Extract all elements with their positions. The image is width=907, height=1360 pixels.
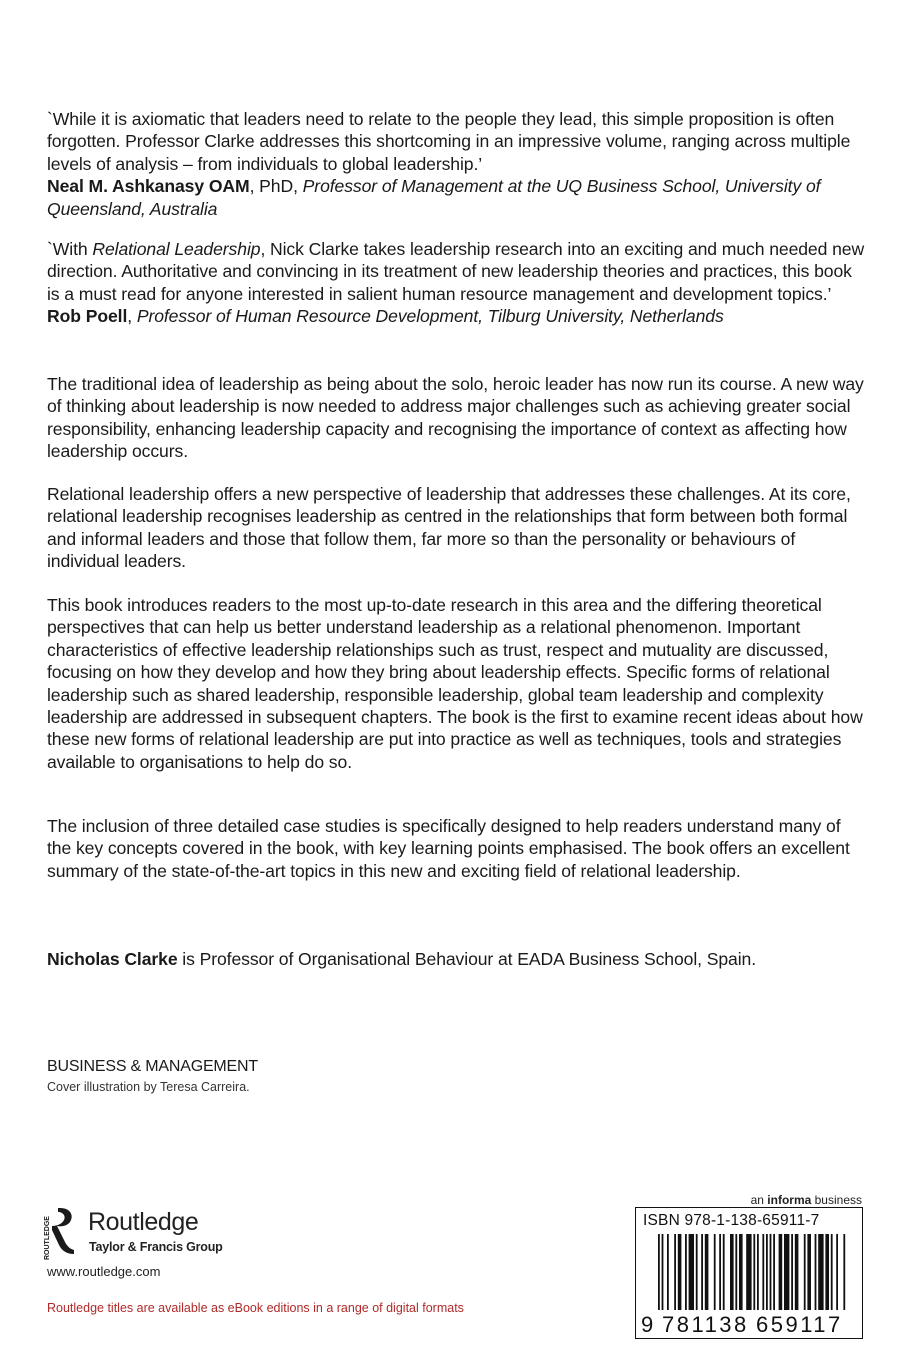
barcode-bar xyxy=(779,1234,783,1310)
publisher-website[interactable]: www.routledge.com xyxy=(47,1264,161,1279)
barcode-bar xyxy=(723,1234,725,1310)
routledge-vertical-mark: ROUTLEDGE xyxy=(44,1216,51,1260)
barcode-bar xyxy=(730,1234,734,1310)
barcode-bar xyxy=(766,1234,768,1310)
endorsement-1 xyxy=(47,108,867,220)
barcode-bar xyxy=(818,1234,823,1310)
description-paragraph-1: The traditional idea of leadership as being about the solo, heroic leader has now run its course. A new way of thinking about leadership is now needed to address major challenges such as achieving greater social responsibility, enhancing leadership capacity and recognising the importance of context as affecting how leadership occurs. xyxy=(47,374,864,462)
barcode-bar xyxy=(770,1234,772,1310)
endorsement-attribution: Neal M. Ashkanasy OAM, PhD, Professor of Management at the UQ Business School, University of Queensland, Australia xyxy=(47,176,821,219)
barcode-bar xyxy=(739,1234,743,1310)
barcode-bar xyxy=(667,1234,669,1310)
barcode-bar xyxy=(804,1234,806,1310)
barcode-bar xyxy=(757,1234,759,1310)
barcode-bar xyxy=(658,1234,660,1310)
barcode-bar xyxy=(735,1234,737,1310)
barcode-digits-right: 659117 xyxy=(756,1312,843,1337)
barcode-digits-left: 781138 xyxy=(662,1312,749,1337)
endorser-name: Neal M. Ashkanasy OAM xyxy=(47,176,250,197)
endorsement-2 xyxy=(47,238,867,328)
subject-category: BUSINESS & MANAGEMENT xyxy=(47,1058,258,1075)
barcode-bar xyxy=(662,1234,664,1310)
ebook-note: Routledge titles are available as eBook editions in a range of digital formats xyxy=(47,1301,464,1315)
barcode-bar xyxy=(784,1234,789,1310)
barcode-bar xyxy=(714,1234,716,1310)
barcode-bar xyxy=(701,1234,703,1310)
barcode-bars xyxy=(636,1208,862,1338)
endorsement-quote: `With Relational Leadership, Nick Clarke takes leadership research into an exciting and much needed new direction. Authoritative and convincing in its treatment of new leadership theories and practices, this book is a must read for anyone interested in salient human resource management and development topics.’ xyxy=(47,239,865,304)
barcode-bar xyxy=(825,1234,829,1310)
barcode-first-digit: 9 xyxy=(641,1312,654,1337)
barcode-bar xyxy=(753,1234,755,1310)
barcode-bar xyxy=(685,1234,687,1310)
isbn-label: ISBN 978-1-138-65911-7 xyxy=(643,1212,820,1229)
barcode-bar xyxy=(689,1234,694,1310)
barcode-bar xyxy=(773,1234,775,1310)
publisher-group: Taylor & Francis Group xyxy=(89,1240,223,1254)
informa-tagline: an informa business xyxy=(750,1193,862,1207)
author-name: Nicholas Clarke xyxy=(47,949,178,969)
endorser-title: Professor of Management at the UQ Business School, University of Queensland, Australia xyxy=(47,176,821,219)
barcode-bar xyxy=(696,1234,698,1310)
barcode-bar xyxy=(791,1234,793,1310)
barcode-bar xyxy=(678,1234,682,1310)
barcode-bar xyxy=(843,1234,845,1310)
cover-credit: Cover illustration by Teresa Carreira. xyxy=(47,1080,250,1094)
publisher-logo xyxy=(43,1206,243,1266)
barcode-bar xyxy=(831,1234,833,1310)
informa-brand: informa xyxy=(767,1193,812,1207)
description-paragraph-2: Relational leadership offers a new perspective of leadership that addresses these challenges. At its core, relational leadership recognises leadership as centred in the relationships that form between both formal and informal leaders and those that follow them, far more so than the personality or behaviours of individual leaders. xyxy=(47,484,851,572)
endorser-degree: , PhD xyxy=(249,176,294,197)
barcode-bar xyxy=(795,1234,799,1310)
endorser-name: Rob Poell xyxy=(47,306,128,327)
barcode-bar xyxy=(815,1234,817,1310)
author-bio xyxy=(47,948,867,970)
barcode-bar xyxy=(705,1234,709,1310)
barcode-bar xyxy=(762,1234,764,1310)
barcode-bar xyxy=(836,1234,838,1310)
author-bio-text: is Professor of Organisational Behaviour at EADA Business School, Spain. xyxy=(177,949,757,969)
publisher-name: Routledge xyxy=(88,1208,199,1236)
barcode-bar xyxy=(807,1234,811,1310)
endorsement-attribution: Rob Poell, Professor of Human Resource Development, Tilburg University, Netherlands xyxy=(47,306,724,327)
endorsement-quote: `While it is axiomatic that leaders need to relate to the people they lead, this simple proposition is often forgotten. Professor Clarke addresses this shortcoming in an impressive volume, ranging across multiple levels of analysis – from individuals to global leadership.’ xyxy=(47,109,851,174)
isbn-barcode xyxy=(635,1207,863,1339)
description-paragraph-4: The inclusion of three detailed case studies is specifically designed to help readers understand many of the key concepts covered in the book, with key learning points emphasised. The book offers an excellent summary of the state-of-the-art topics in this new and exciting field of relational leadership. xyxy=(47,816,850,881)
endorser-title: Professor of Human Resource Development, Tilburg University, Netherlands xyxy=(136,306,724,327)
barcode-bar xyxy=(719,1234,721,1310)
routledge-r-icon xyxy=(43,1206,77,1262)
barcode-bar xyxy=(746,1234,751,1310)
description-paragraph-3: This book introduces readers to the most up-to-date research in this area and the differing theoretical perspectives that can help us better understand leadership as a relational phenomenon. Important characteristics of effective leadership relationships such as trust, respect and mutuality are discussed, focusing on how they develop and how they bring about leadership effects. Specific forms of relational leadership such as shared leadership, responsible leadership, global team leadership and complexity leadership are addressed in subsequent chapters. The book is the first to examine recent ideas about how these new forms of relational leadership are put into practice as well as techniques, tools and strategies available to organisations to help do so. xyxy=(47,595,863,772)
book-title-italic: Relational Leadership xyxy=(92,239,261,259)
barcode-bar xyxy=(674,1234,676,1310)
